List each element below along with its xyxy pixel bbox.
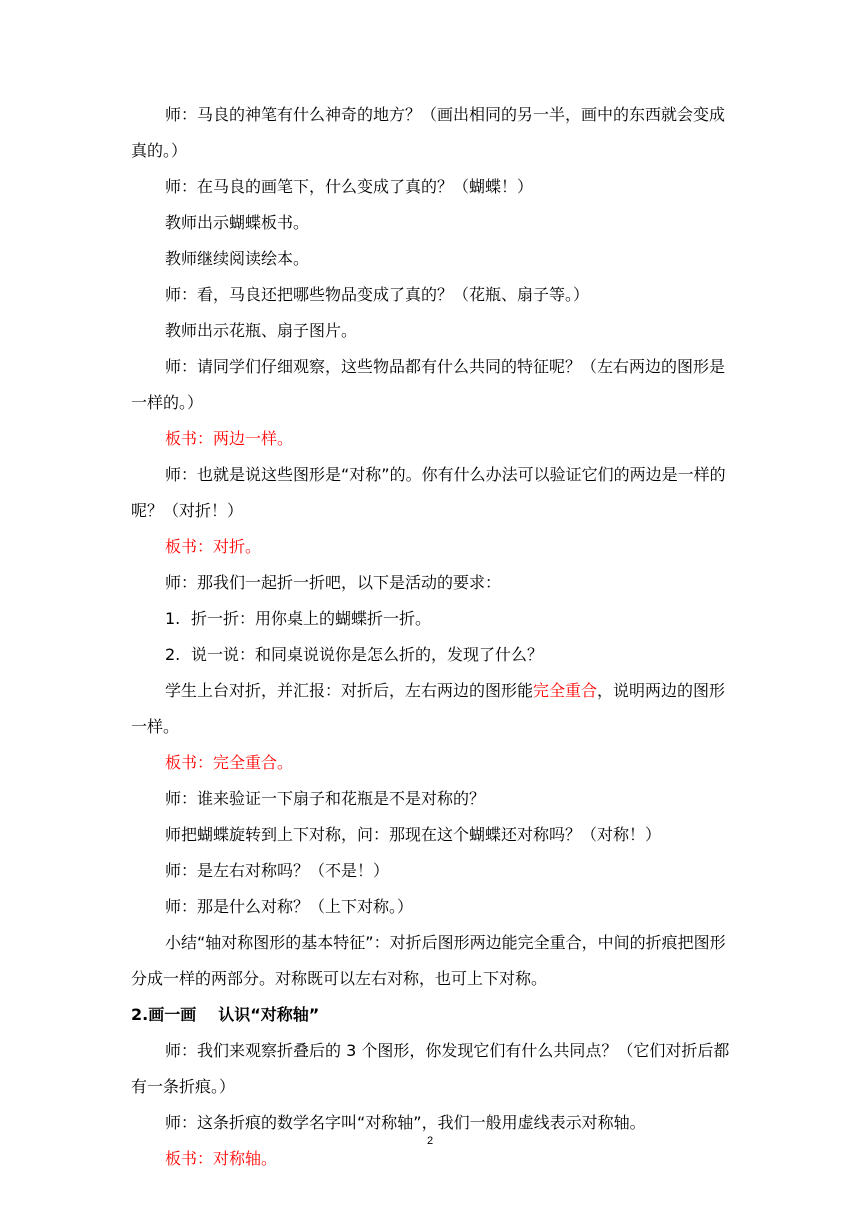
list-number: 1.	[165, 609, 181, 628]
section-heading	[131, 997, 733, 1033]
list-item	[131, 637, 733, 673]
paragraph: 教师继续阅读绘本。	[165, 249, 310, 268]
list-text: 折一折：用你桌上的蝴蝶折一折。	[191, 609, 432, 628]
board-note: 板书：对折。	[165, 537, 262, 556]
section-number: 2.画一画	[131, 1005, 197, 1024]
paragraph: 师：看，马良还把哪些物品变成了真的？（花瓶、扇子等。）	[165, 285, 590, 304]
paragraph: 师：在马良的画笔下，什么变成了真的？（蝴蝶！）	[165, 177, 534, 196]
paragraph: 小结“轴对称图形的基本特征”：对折后图形两边能完全重合，中间的折痕把图形分成一样的两部分。对称既可以左右对称，也可上下对称。	[131, 933, 726, 988]
board-note: 板书：两边一样。	[165, 429, 294, 448]
paragraph: 师：那我们一起折一折吧，以下是活动的要求：	[165, 573, 502, 592]
page-number: 2	[426, 1135, 434, 1147]
paragraph	[131, 673, 733, 745]
document-body	[131, 97, 733, 1177]
paragraph: 师：我们来观察折叠后的 3 个图形，你发现它们有什么共同点？（它们对折后都有一条折痕。）	[131, 1041, 730, 1096]
paragraph: 师：马良的神笔有什么神奇的地方？（画出相同的另一半，画中的东西就会变成真的。）	[131, 105, 726, 160]
paragraph: 师：请同学们仔细观察，这些物品都有什么共同的特征呢？（左右两边的图形是一样的。）	[131, 357, 726, 412]
list-number: 2.	[165, 645, 181, 664]
list-text: 说一说：和同桌说说你是怎么折的，发现了什么？	[191, 645, 544, 664]
list-item	[131, 601, 733, 637]
paragraph: 师：是左右对称吗？（不是！）	[165, 861, 390, 880]
highlighted-text: 完全重合	[533, 681, 598, 700]
text-run: ，说明两边的图形一样。	[131, 681, 726, 736]
paragraph: 师：也就是说这些图形是“对称”的。你有什么办法可以验证它们的两边是一样的呢？（对折！）	[131, 465, 726, 520]
text-run: 学生上台对折，并汇报：对折后，左右两边的图形能	[165, 681, 534, 700]
paragraph: 师：这条折痕的数学名字叫“对称轴”，我们一般用虚线表示对称轴。	[165, 1113, 646, 1132]
section-title: 认识“对称轴”	[218, 1005, 320, 1024]
paragraph: 教师出示蝴蝶板书。	[165, 213, 310, 232]
board-note: 板书：对称轴。	[165, 1149, 278, 1168]
paragraph: 教师出示花瓶、扇子图片。	[165, 321, 358, 340]
paragraph: 师把蝴蝶旋转到上下对称，问：那现在这个蝴蝶还对称吗？（对称！）	[165, 825, 662, 844]
paragraph: 师：谁来验证一下扇子和花瓶是不是对称的？	[165, 789, 486, 808]
paragraph: 师：那是什么对称？（上下对称。）	[165, 897, 414, 916]
board-note: 板书：完全重合。	[165, 753, 294, 772]
